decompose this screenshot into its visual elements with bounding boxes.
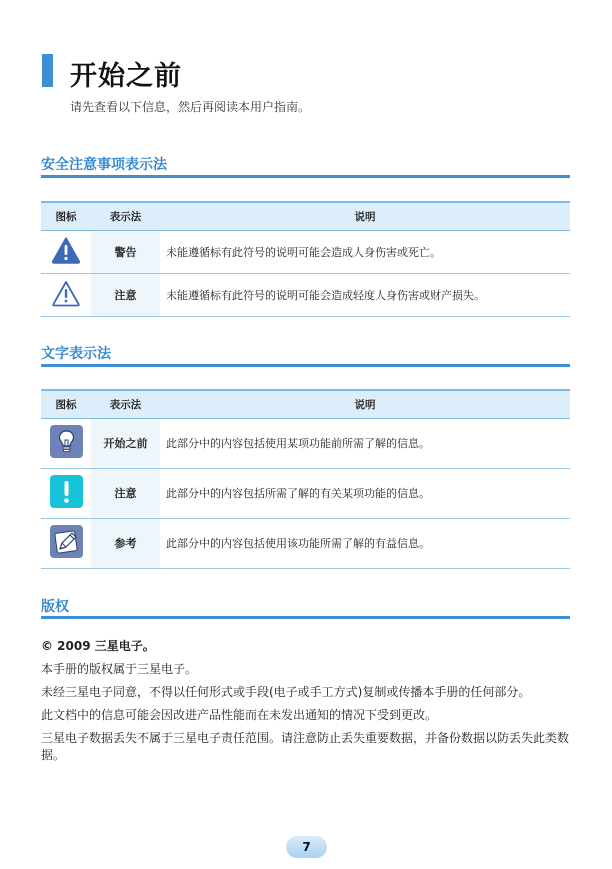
table-row [41, 273, 570, 316]
copyright-title: © 2009 三星电子。 [41, 639, 155, 653]
table-header-row [41, 202, 570, 230]
column-header-notation: 表示法 [91, 390, 160, 418]
copyright-paragraph: 本手册的版权属于三星电子。 [41, 662, 198, 676]
title-accent-bar [42, 54, 53, 87]
warning-outline-icon [51, 279, 81, 307]
page-number: 7 [286, 836, 327, 858]
exclamation-icon [50, 475, 83, 508]
notation-description: 此部分中的内容包括所需了解的有关某项功能的信息。 [160, 468, 570, 518]
warning-filled-icon [51, 236, 81, 264]
page-subtitle: 请先查看以下信息，然后再阅读本用户指南。 [70, 100, 311, 114]
lightbulb-icon [50, 425, 83, 458]
safety-notation-table [41, 201, 570, 317]
section-heading-copyright: 版权 [41, 599, 69, 615]
section-heading-safety: 安全注意事项表示法 [41, 157, 167, 173]
notation-term: 参考 [91, 518, 160, 568]
text-notation-table [41, 389, 570, 569]
page-title: 开始之前 [70, 61, 182, 92]
copyright-text-block [41, 638, 571, 770]
copyright-paragraph: 三星电子数据丢失不属于三星电子责任范围。请注意防止丢失重要数据，并备份数据以防丢失此类数据。 [41, 731, 570, 762]
notation-description: 此部分中的内容包括使用该功能所需了解的有益信息。 [160, 518, 570, 568]
table-row [41, 230, 570, 273]
column-header-notation: 表示法 [91, 202, 160, 230]
section-rule [41, 364, 570, 367]
pencil-note-icon [50, 525, 83, 558]
notation-description: 未能遵循标有此符号的说明可能会造成轻度人身伤害或财产损失。 [160, 273, 570, 316]
table-row [41, 418, 570, 468]
table-row [41, 468, 570, 518]
section-heading-text-notation: 文字表示法 [41, 346, 111, 362]
column-header-icon: 图标 [41, 202, 91, 230]
table-header-row [41, 390, 570, 418]
copyright-paragraph: 此文档中的信息可能会因改进产品性能而在未发出通知的情况下受到更改。 [41, 708, 438, 722]
section-rule [41, 616, 570, 619]
notation-description: 未能遵循标有此符号的说明可能会造成人身伤害或死亡。 [160, 230, 570, 273]
column-header-description: 说明 [160, 390, 570, 418]
section-rule [41, 175, 570, 178]
notation-term: 注意 [91, 273, 160, 316]
column-header-description: 说明 [160, 202, 570, 230]
notation-term: 注意 [91, 468, 160, 518]
table-row [41, 518, 570, 568]
copyright-paragraph: 未经三星电子同意，不得以任何形式或手段(电子或手工方式)复制或传播本手册的任何部分。 [41, 685, 531, 699]
notation-term: 警告 [91, 230, 160, 273]
notation-term: 开始之前 [91, 418, 160, 468]
column-header-icon: 图标 [41, 390, 91, 418]
notation-description: 此部分中的内容包括使用某项功能前所需了解的信息。 [160, 418, 570, 468]
